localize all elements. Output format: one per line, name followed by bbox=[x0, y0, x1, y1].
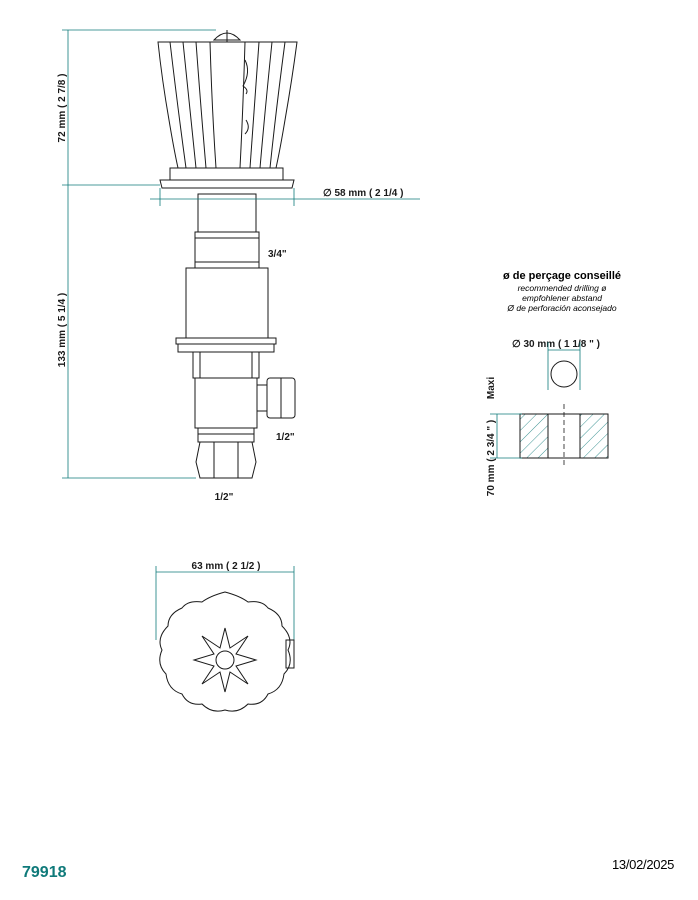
drilling-title-en: recommended drilling ø bbox=[517, 283, 607, 293]
maxi-label: Maxi bbox=[486, 376, 497, 400]
top-width-label: 63 mm ( 2 1/2 ) bbox=[191, 561, 261, 572]
top-view bbox=[156, 561, 294, 711]
star-icon bbox=[194, 628, 256, 692]
hole-diameter-label: ∅ 30 mm ( 1 1/8 " ) bbox=[512, 339, 600, 350]
thread-bottom-label: 1/2" bbox=[214, 492, 234, 503]
drilling-title: ø de perçage conseillé bbox=[503, 270, 621, 282]
body-height-label: 133 mm ( 5 1/4 ) bbox=[57, 292, 68, 368]
handle-top bbox=[158, 30, 297, 188]
dimension-lines bbox=[62, 30, 420, 478]
drilling-title-de: empfohlener abstand bbox=[522, 293, 602, 303]
hole-circle bbox=[551, 361, 577, 387]
thread-top-label: 3/4" bbox=[268, 249, 287, 260]
product-code: 79918 bbox=[22, 864, 67, 881]
handle-top-outline bbox=[160, 592, 291, 711]
drilling-spec bbox=[486, 270, 621, 496]
handle-height-label: 72 mm ( 2 7/8 ) bbox=[57, 73, 68, 143]
document-date: 13/02/2025 bbox=[612, 857, 675, 872]
drilling-title-es: Ø de perforación aconsejado bbox=[507, 303, 617, 313]
panel-thickness-label: 70 mm ( 2 3/4 " ) bbox=[486, 419, 497, 497]
thread-side-label: 1/2" bbox=[276, 432, 295, 443]
side-view bbox=[57, 30, 420, 503]
flange-diameter-label: ∅ 58 mm ( 2 1/4 ) bbox=[323, 188, 404, 199]
